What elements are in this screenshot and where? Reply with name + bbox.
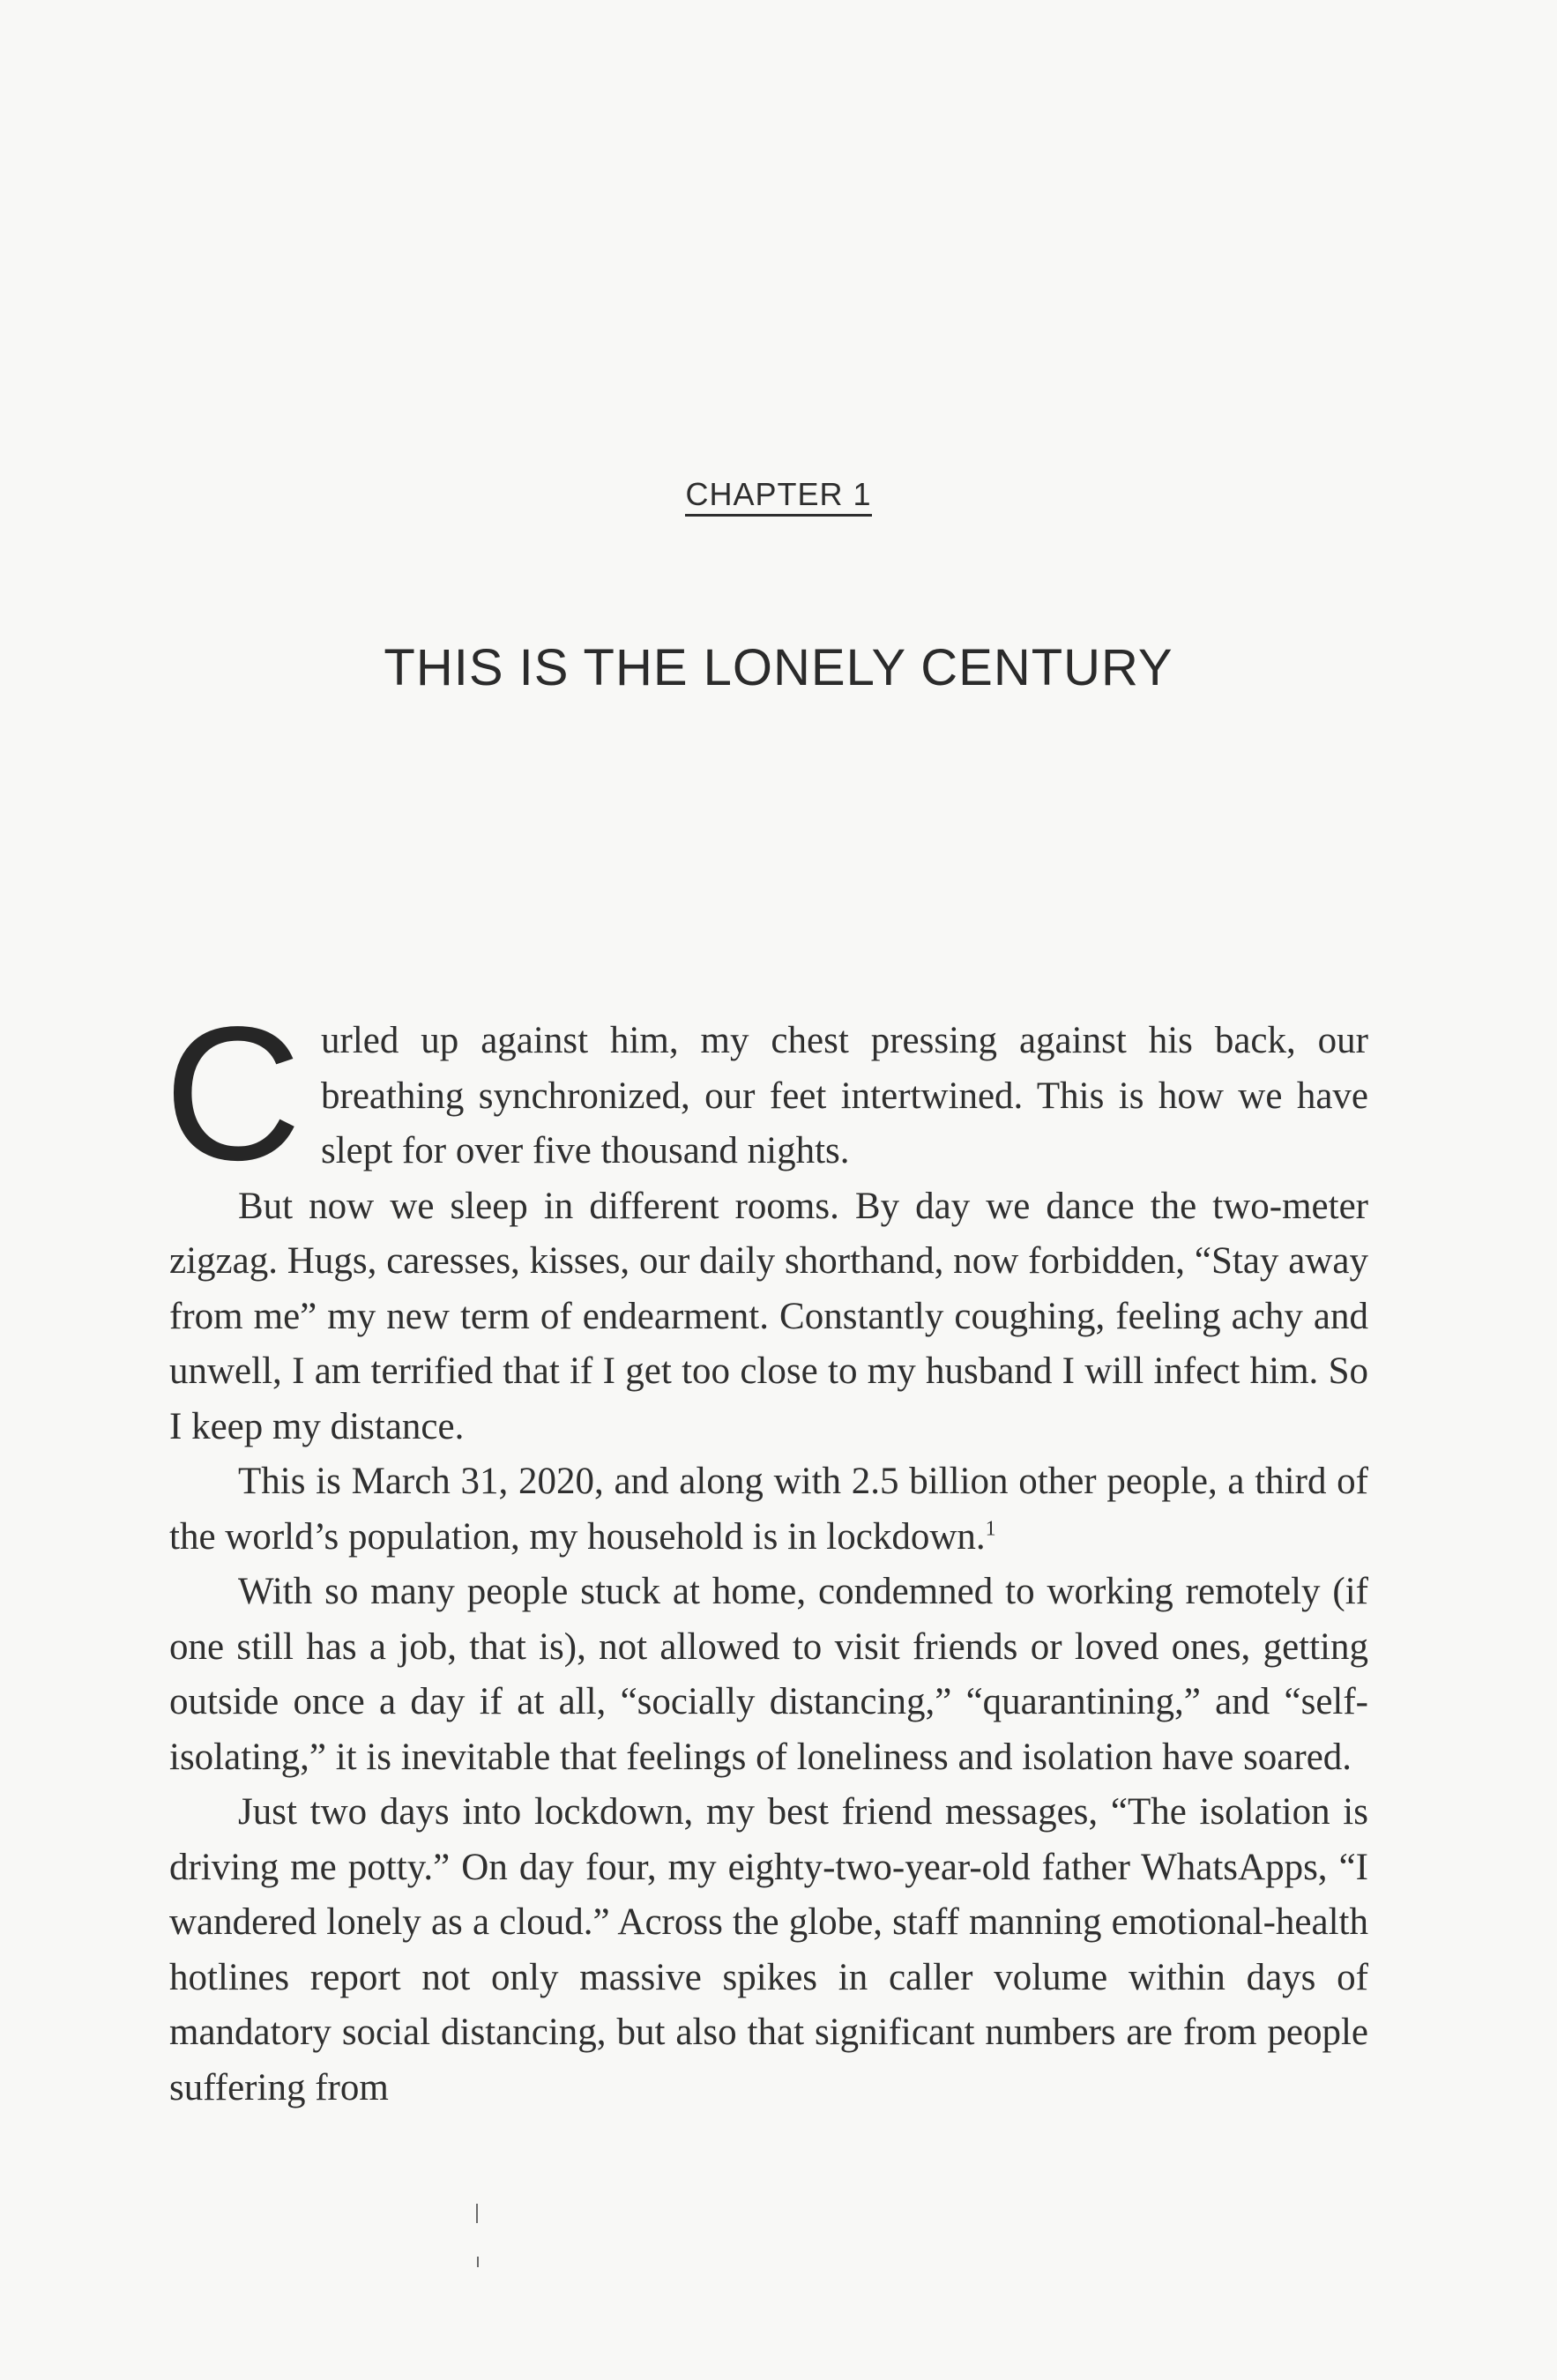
paragraph-5: Just two days into lockdown, my best friend messages, “The isolation is driving me potty.” On day four, my eighty-two-year-old father WhatsApps, “I wandered lonely as a cloud.” Across the globe, staff manning emotional-health hotlines report not only massive spikes in caller volume within days of mandatory social distancing, but also that significant numbers are from people suffering from (169, 1791, 1368, 2109)
paragraph-4: With so many people stuck at home, condemned to working remotely (if one still has a job, that is), not allowed to visit friends or loved ones, getting outside once a day if at all, “socially distancing,” “quarantining,” and “self-isolating,” it is inevitable that feelings of loneliness and isolation have soared. (169, 1571, 1368, 1778)
chapter-label-text: CHAPTER 1 (685, 476, 871, 517)
paragraph-3-text: This is March 31, 2020, and along with 2.5 billion other people, a third of the world’s population, my household is in lockdown. (169, 1461, 1368, 1558)
drop-cap: C (164, 986, 302, 1200)
chapter-body (164, 986, 1368, 2116)
footnote-ref[interactable]: 1 (985, 1517, 996, 1541)
chapter-label (0, 476, 1557, 513)
scan-mark (477, 2257, 479, 2267)
paragraph-3 (169, 1454, 1368, 1565)
paragraph-2: But now we sleep in different rooms. By day we dance the two-meter zigzag. Hugs, caresses, kisses, our daily shorthand, now forbidden, “Stay away from me” my new term of endearment. Constantly coughing, feeling achy and unwell, I am terrified that if I get too close to my husband I will infect him. So I keep my distance. (169, 1185, 1368, 1447)
chapter-title: THIS IS THE LONELY CENTURY (384, 639, 1173, 696)
scan-mark (476, 2204, 478, 2223)
paragraph-1 (164, 986, 1368, 1200)
paragraph-1-text: urled up against him, my chest pressing against his back, our breathing synchronized, our feet intertwined. This is how we have slept for over five thousand nights. (321, 1020, 1368, 1171)
